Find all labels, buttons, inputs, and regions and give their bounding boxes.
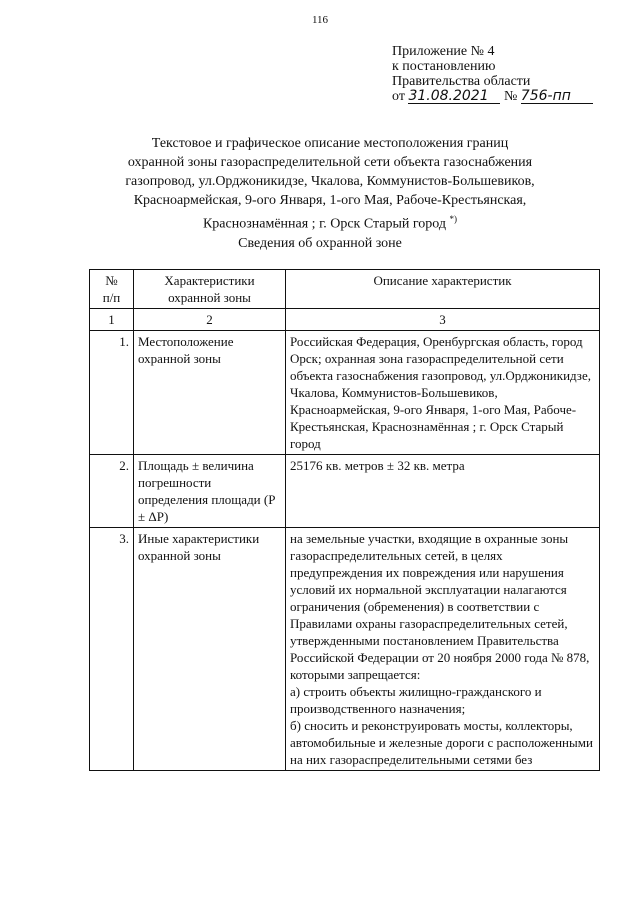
column-number: 3 [286,309,600,331]
row-number: 3. [90,528,134,771]
row-description: Российская Федерация, Оренбургская область, город Орск; охранная зона газораспределительной сети объекта газоснабжения газопровод, ул.Орджоникидзе, Чкалова, Коммунистов-Большевиков, Красноармейская, 9-ого Января, 1-ого Мая, Рабоче-Крестьянская, Краснознамённая ; г. Орск Старый город [286,331,600,455]
number-value: 756-пп [521,89,593,104]
date-prefix: от [392,89,405,104]
table-header-row [90,270,600,309]
title-line: газопровод, ул.Орджоникидзе, Чкалова, Коммунистов-Большевиков, [125,174,535,189]
row-description: 25176 кв. метров ± 32 кв. метра [286,455,600,528]
header-num [90,270,134,309]
appendix-date-line [392,89,632,104]
number-prefix: № [503,89,518,104]
column-number: 1 [90,309,134,331]
page-number: 116 [311,14,329,26]
appendix-line: к постановлению [392,59,496,74]
row-characteristic: Иные характеристики охранной зоны [134,528,286,771]
table-row [90,331,600,455]
appendix-line: Правительства области [392,74,531,89]
table-row [90,455,600,528]
row-characteristic: Площадь ± величина погрешности определения площади (P ± ΔP) [134,455,286,528]
document-title [60,134,600,234]
header-characteristics [134,270,286,309]
column-number-row [90,309,600,331]
footnote-mark: *) [449,214,458,224]
title-line [60,210,600,234]
description-paragraph: б) сносить и реконструировать мосты, коллекторы, автомобильные и железные дороги с расположенными на них газораспределительными сетями без [290,718,593,767]
header-num-line: № [105,273,118,288]
description-paragraph: на земельные участки, входящие в охранные зоны газораспределительных сетей, в целях предупреждения их повреждения или нарушения условий их нормальной эксплуатации налагаются ограничения (обременения) в соответствии с Правилами охраны газораспределительных сетей, утвержденными постановлением Правительства Российской Федерации от 20 ноября 2000 года № 878, которыми запрещается: [290,531,590,682]
header-char-line: Характеристики [164,273,255,288]
row-number: 1. [90,331,134,455]
header-char-line: охранной зоны [168,290,251,305]
column-number: 2 [134,309,286,331]
title-line: Красноармейская, 9-ого Января, 1-ого Мая, Рабоче-Крестьянская, [133,193,527,208]
title-line-text: Краснознамённая ; г. Орск Старый город [202,216,447,232]
title-line: Текстовое и графическое описание местоположения границ [151,136,509,151]
appendix-block [392,44,632,104]
header-num-line: п/п [102,290,121,305]
description-paragraph: а) строить объекты жилищно-гражданского и производственного назначения; [290,684,542,716]
row-characteristic: Местоположение охранной зоны [134,331,286,455]
table-row [90,528,600,771]
appendix-line: Приложение № 4 [392,44,495,59]
row-description [286,528,600,771]
zone-info-table [89,269,600,771]
row-number: 2. [90,455,134,528]
date-value: 31.08.2021 [408,89,500,104]
title-line: охранной зоны газораспределительной сети объекта газоснабжения [127,155,533,170]
header-description: Описание характеристик [286,270,600,309]
section-title: Сведения об охранной зоне [238,236,402,251]
